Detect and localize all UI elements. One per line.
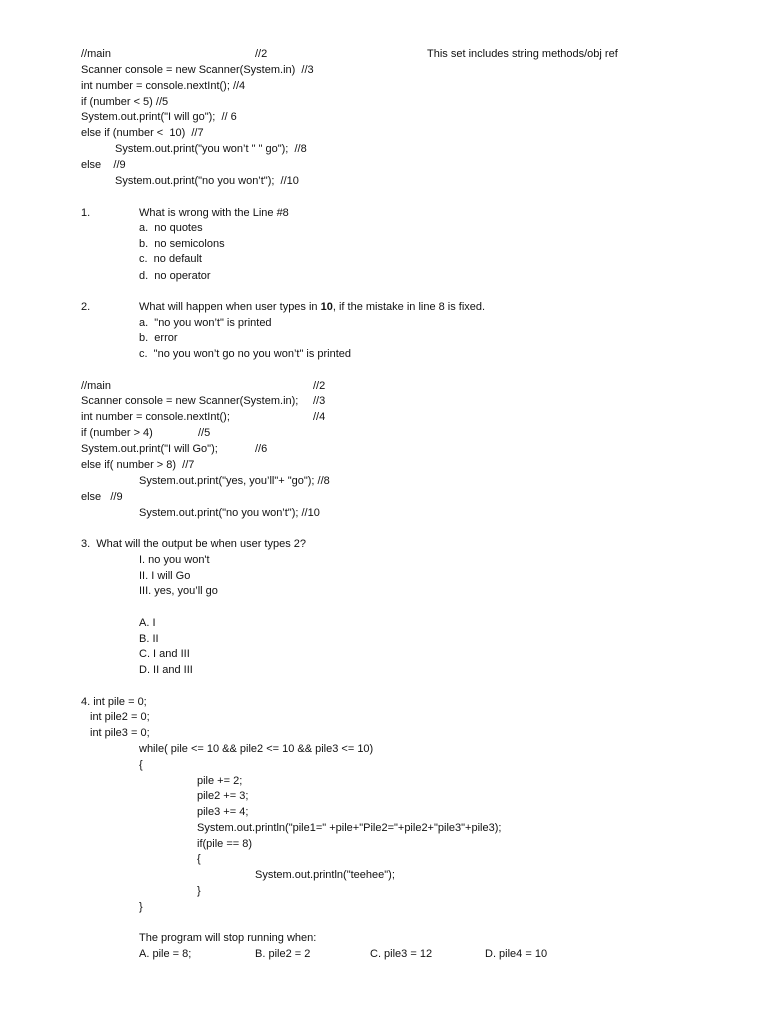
code-line: Scanner console = new Scanner(System.in); — [81, 395, 299, 407]
code-line: int number = console.nextInt(); //4 — [81, 80, 246, 92]
code-line: if (number < 5) //5 — [81, 96, 169, 108]
answer-option: A. I — [139, 617, 156, 629]
code-line: pile2 += 3; — [197, 790, 249, 802]
answer-option: b. error — [139, 332, 178, 344]
code-line: int number = console.nextInt(); — [81, 411, 230, 423]
code-brace: { — [197, 853, 201, 865]
code-line: int pile2 = 0; — [90, 711, 150, 723]
code-line: int pile3 = 0; — [90, 727, 150, 739]
code-brace: } — [197, 885, 201, 897]
code-comment: //5 — [198, 427, 211, 439]
code-comment: //3 — [313, 395, 326, 407]
code-line: else if (number < 10) //7 — [81, 127, 204, 139]
question-text-post: , if the mistake in line 8 is fixed. — [332, 301, 486, 313]
set-note: This set includes string methods/obj ref — [427, 48, 618, 60]
code-line: else //9 — [81, 491, 123, 503]
question-text: What is wrong with the Line #8 — [139, 207, 289, 219]
answer-option: c. "no you won’t go no you won’t" is printed — [139, 348, 352, 360]
answer-option: D. pile4 = 10 — [485, 948, 548, 960]
question-text — [139, 300, 485, 315]
code-line: else //9 — [81, 159, 126, 171]
answer-option: b. no semicolons — [139, 238, 225, 250]
code-comment: //2 — [313, 380, 326, 392]
answer-option: C. pile3 = 12 — [370, 948, 433, 960]
question-number: 2. — [81, 301, 91, 313]
code-line: pile3 += 4; — [197, 806, 249, 818]
question-text-bold: 10 — [320, 301, 333, 313]
code-line: pile += 2; — [197, 775, 243, 787]
code-line: System.out.print("yes, you’ll"+ "go"); //8 — [139, 475, 330, 487]
code-line: System.out.println("pile1=" +pile+"Pile2="+pile2+"pile3"+pile3); — [197, 822, 502, 834]
answer-option: C. I and III — [139, 648, 190, 660]
code-line: 4. int pile = 0; — [81, 696, 147, 708]
code-line: while( pile <= 10 && pile2 <= 10 && pile3 <= 10) — [139, 743, 374, 755]
code-line: System.out.println("teehee"); — [255, 869, 395, 881]
answer-option: B. II — [139, 633, 159, 645]
code-line: System.out.print("no you won’t"); //10 — [139, 507, 320, 519]
question-number: 1. — [81, 207, 91, 219]
statement-item: II. I will Go — [139, 570, 191, 582]
code-comment: //4 — [313, 411, 326, 423]
code-line: //main — [81, 48, 111, 60]
question-text: The program will stop running when: — [139, 932, 317, 944]
code-comment: //2 — [255, 48, 268, 60]
statement-item: III. yes, you’ll go — [139, 585, 218, 597]
code-line: System.out.print("I will go"); // 6 — [81, 111, 237, 123]
code-line: if (number > 4) — [81, 427, 153, 439]
code-line: else if( number > 8) //7 — [81, 459, 195, 471]
code-brace: { — [139, 759, 143, 771]
answer-option: B. pile2 = 2 — [255, 948, 311, 960]
code-comment: //6 — [255, 443, 268, 455]
question-text: 3. What will the output be when user types 2? — [81, 538, 307, 550]
statement-item: I. no you won't — [139, 554, 210, 566]
answer-option: a. no quotes — [139, 222, 203, 234]
code-brace: } — [139, 901, 143, 913]
code-line: Scanner console = new Scanner(System.in) //3 — [81, 64, 314, 76]
code-line: System.out.print("you won’t " " go"); //8 — [115, 143, 307, 155]
code-line: System.out.print("no you won’t"); //10 — [115, 175, 299, 187]
answer-option: A. pile = 8; — [139, 948, 192, 960]
answer-option: a. "no you won’t" is printed — [139, 317, 272, 329]
question-text-pre: What will happen when user types in — [139, 301, 321, 313]
answer-option: d. no operator — [139, 270, 211, 282]
answer-option: c. no default — [139, 253, 202, 265]
code-line: //main — [81, 380, 111, 392]
answer-option: D. II and III — [139, 664, 193, 676]
code-line: if(pile == 8) — [197, 838, 253, 850]
code-line: System.out.print("I will Go"); — [81, 443, 218, 455]
